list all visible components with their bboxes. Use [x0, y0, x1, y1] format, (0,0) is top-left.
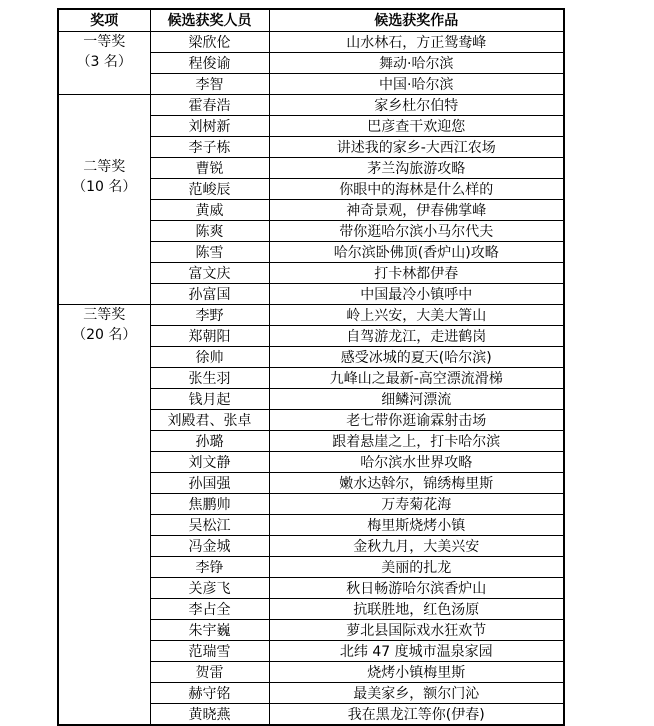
candidate-name-cell: 李野 [150, 304, 269, 325]
work-title-cell: 打卡林都伊春 [269, 262, 564, 283]
header-candidate-work: 候选获奖作品 [269, 9, 564, 31]
candidate-name-cell: 赫守铭 [150, 682, 269, 703]
candidate-name-cell: 刘殿君、张卓 [150, 409, 269, 430]
award-count: （3 名） [76, 54, 132, 71]
work-title-cell: 秋日畅游哈尔滨香炉山 [269, 577, 564, 598]
work-title-cell: 梅里斯烧烤小镇 [269, 514, 564, 535]
candidate-name-cell: 朱宇巍 [150, 619, 269, 640]
awards-table [57, 8, 565, 726]
work-title-cell: 感受冰城的夏天(哈尔滨) [269, 346, 564, 367]
candidate-name-cell: 徐帅 [150, 346, 269, 367]
work-title-cell: 自驾游龙江，走进鹤岗 [269, 325, 564, 346]
award-label: 三等奖 [83, 306, 126, 323]
work-title-cell: 老七带你逛谕霖射击场 [269, 409, 564, 430]
work-title-cell: 我在黑龙江等你(伊春) [269, 703, 564, 725]
work-title-cell: 金秋九月，大美兴安 [269, 535, 564, 556]
work-title-cell: 中国最冷小镇呼中 [269, 283, 564, 304]
work-title-cell: 北纬 47 度城市温泉家园 [269, 640, 564, 661]
candidate-name-cell: 吴松江 [150, 514, 269, 535]
candidate-name-cell: 黄晓燕 [150, 703, 269, 725]
candidate-name-cell: 陈爽 [150, 220, 269, 241]
work-title-cell: 烧烤小镇梅里斯 [269, 661, 564, 682]
work-title-cell: 万寿菊花海 [269, 493, 564, 514]
candidate-name-cell: 黄威 [150, 199, 269, 220]
table-row [58, 31, 564, 52]
candidate-name-cell: 范峻辰 [150, 178, 269, 199]
work-title-cell: 抗联胜地，红色汤原 [269, 598, 564, 619]
candidate-name-cell: 刘树新 [150, 115, 269, 136]
candidate-name-cell: 焦鹏帅 [150, 493, 269, 514]
work-title-cell: 细鳞河漂流 [269, 388, 564, 409]
work-title-cell: 岭上兴安，大美大箐山 [269, 304, 564, 325]
work-title-cell: 巴彦查干欢迎您 [269, 115, 564, 136]
table-row [58, 94, 564, 115]
award-cell [58, 31, 150, 94]
award-label: 一等奖 [83, 33, 126, 50]
candidate-name-cell: 陈雪 [150, 241, 269, 262]
work-title-cell: 哈尔滨卧佛顶(香炉山)攻略 [269, 241, 564, 262]
work-title-cell: 萝北县国际戏水狂欢节 [269, 619, 564, 640]
award-count: （10 名） [72, 179, 137, 196]
candidate-name-cell: 李智 [150, 73, 269, 94]
award-label: 二等奖 [83, 158, 126, 175]
work-title-cell: 美丽的扎龙 [269, 556, 564, 577]
candidate-name-cell: 孙国强 [150, 472, 269, 493]
candidate-name-cell: 钱月起 [150, 388, 269, 409]
header-candidate-name: 候选获奖人员 [150, 9, 269, 31]
work-title-cell: 带你逛哈尔滨小马尔代夫 [269, 220, 564, 241]
candidate-name-cell: 张生羽 [150, 367, 269, 388]
candidate-name-cell: 李铮 [150, 556, 269, 577]
work-title-cell: 九峰山之最新-高空漂流滑梯 [269, 367, 564, 388]
work-title-cell: 最美家乡，额尔门沁 [269, 682, 564, 703]
work-title-cell: 茅兰沟旅游攻略 [269, 157, 564, 178]
work-title-cell: 中国·哈尔滨 [269, 73, 564, 94]
work-title-cell: 你眼中的海林是什么样的 [269, 178, 564, 199]
candidate-name-cell: 程俊谕 [150, 52, 269, 73]
candidate-name-cell: 梁欣伦 [150, 31, 269, 52]
awards-table-container [57, 8, 565, 726]
candidate-name-cell: 郑朝阳 [150, 325, 269, 346]
work-title-cell: 神奇景观，伊春佛掌峰 [269, 199, 564, 220]
candidate-name-cell: 冯金城 [150, 535, 269, 556]
candidate-name-cell: 李占全 [150, 598, 269, 619]
candidate-name-cell: 关彦飞 [150, 577, 269, 598]
award-cell [58, 94, 150, 304]
work-title-cell: 舞动·哈尔滨 [269, 52, 564, 73]
candidate-name-cell: 孙富国 [150, 283, 269, 304]
candidate-name-cell: 刘文静 [150, 451, 269, 472]
candidate-name-cell: 李子栋 [150, 136, 269, 157]
award-cell [58, 304, 150, 725]
header-award-category: 奖项 [58, 9, 150, 31]
work-title-cell: 山水林石，方正鸳鸯峰 [269, 31, 564, 52]
header-row [58, 9, 564, 31]
award-count: （20 名） [72, 327, 137, 344]
work-title-cell: 嫩水达斡尔，锦绣梅里斯 [269, 472, 564, 493]
work-title-cell: 讲述我的家乡-大西江农场 [269, 136, 564, 157]
candidate-name-cell: 范瑞雪 [150, 640, 269, 661]
candidate-name-cell: 孙璐 [150, 430, 269, 451]
candidate-name-cell: 富文庆 [150, 262, 269, 283]
work-title-cell: 家乡杜尔伯特 [269, 94, 564, 115]
work-title-cell: 跟着悬崖之上，打卡哈尔滨 [269, 430, 564, 451]
work-title-cell: 哈尔滨水世界攻略 [269, 451, 564, 472]
candidate-name-cell: 贺雷 [150, 661, 269, 682]
candidate-name-cell: 曹锐 [150, 157, 269, 178]
candidate-name-cell: 霍春浩 [150, 94, 269, 115]
table-row [58, 304, 564, 325]
